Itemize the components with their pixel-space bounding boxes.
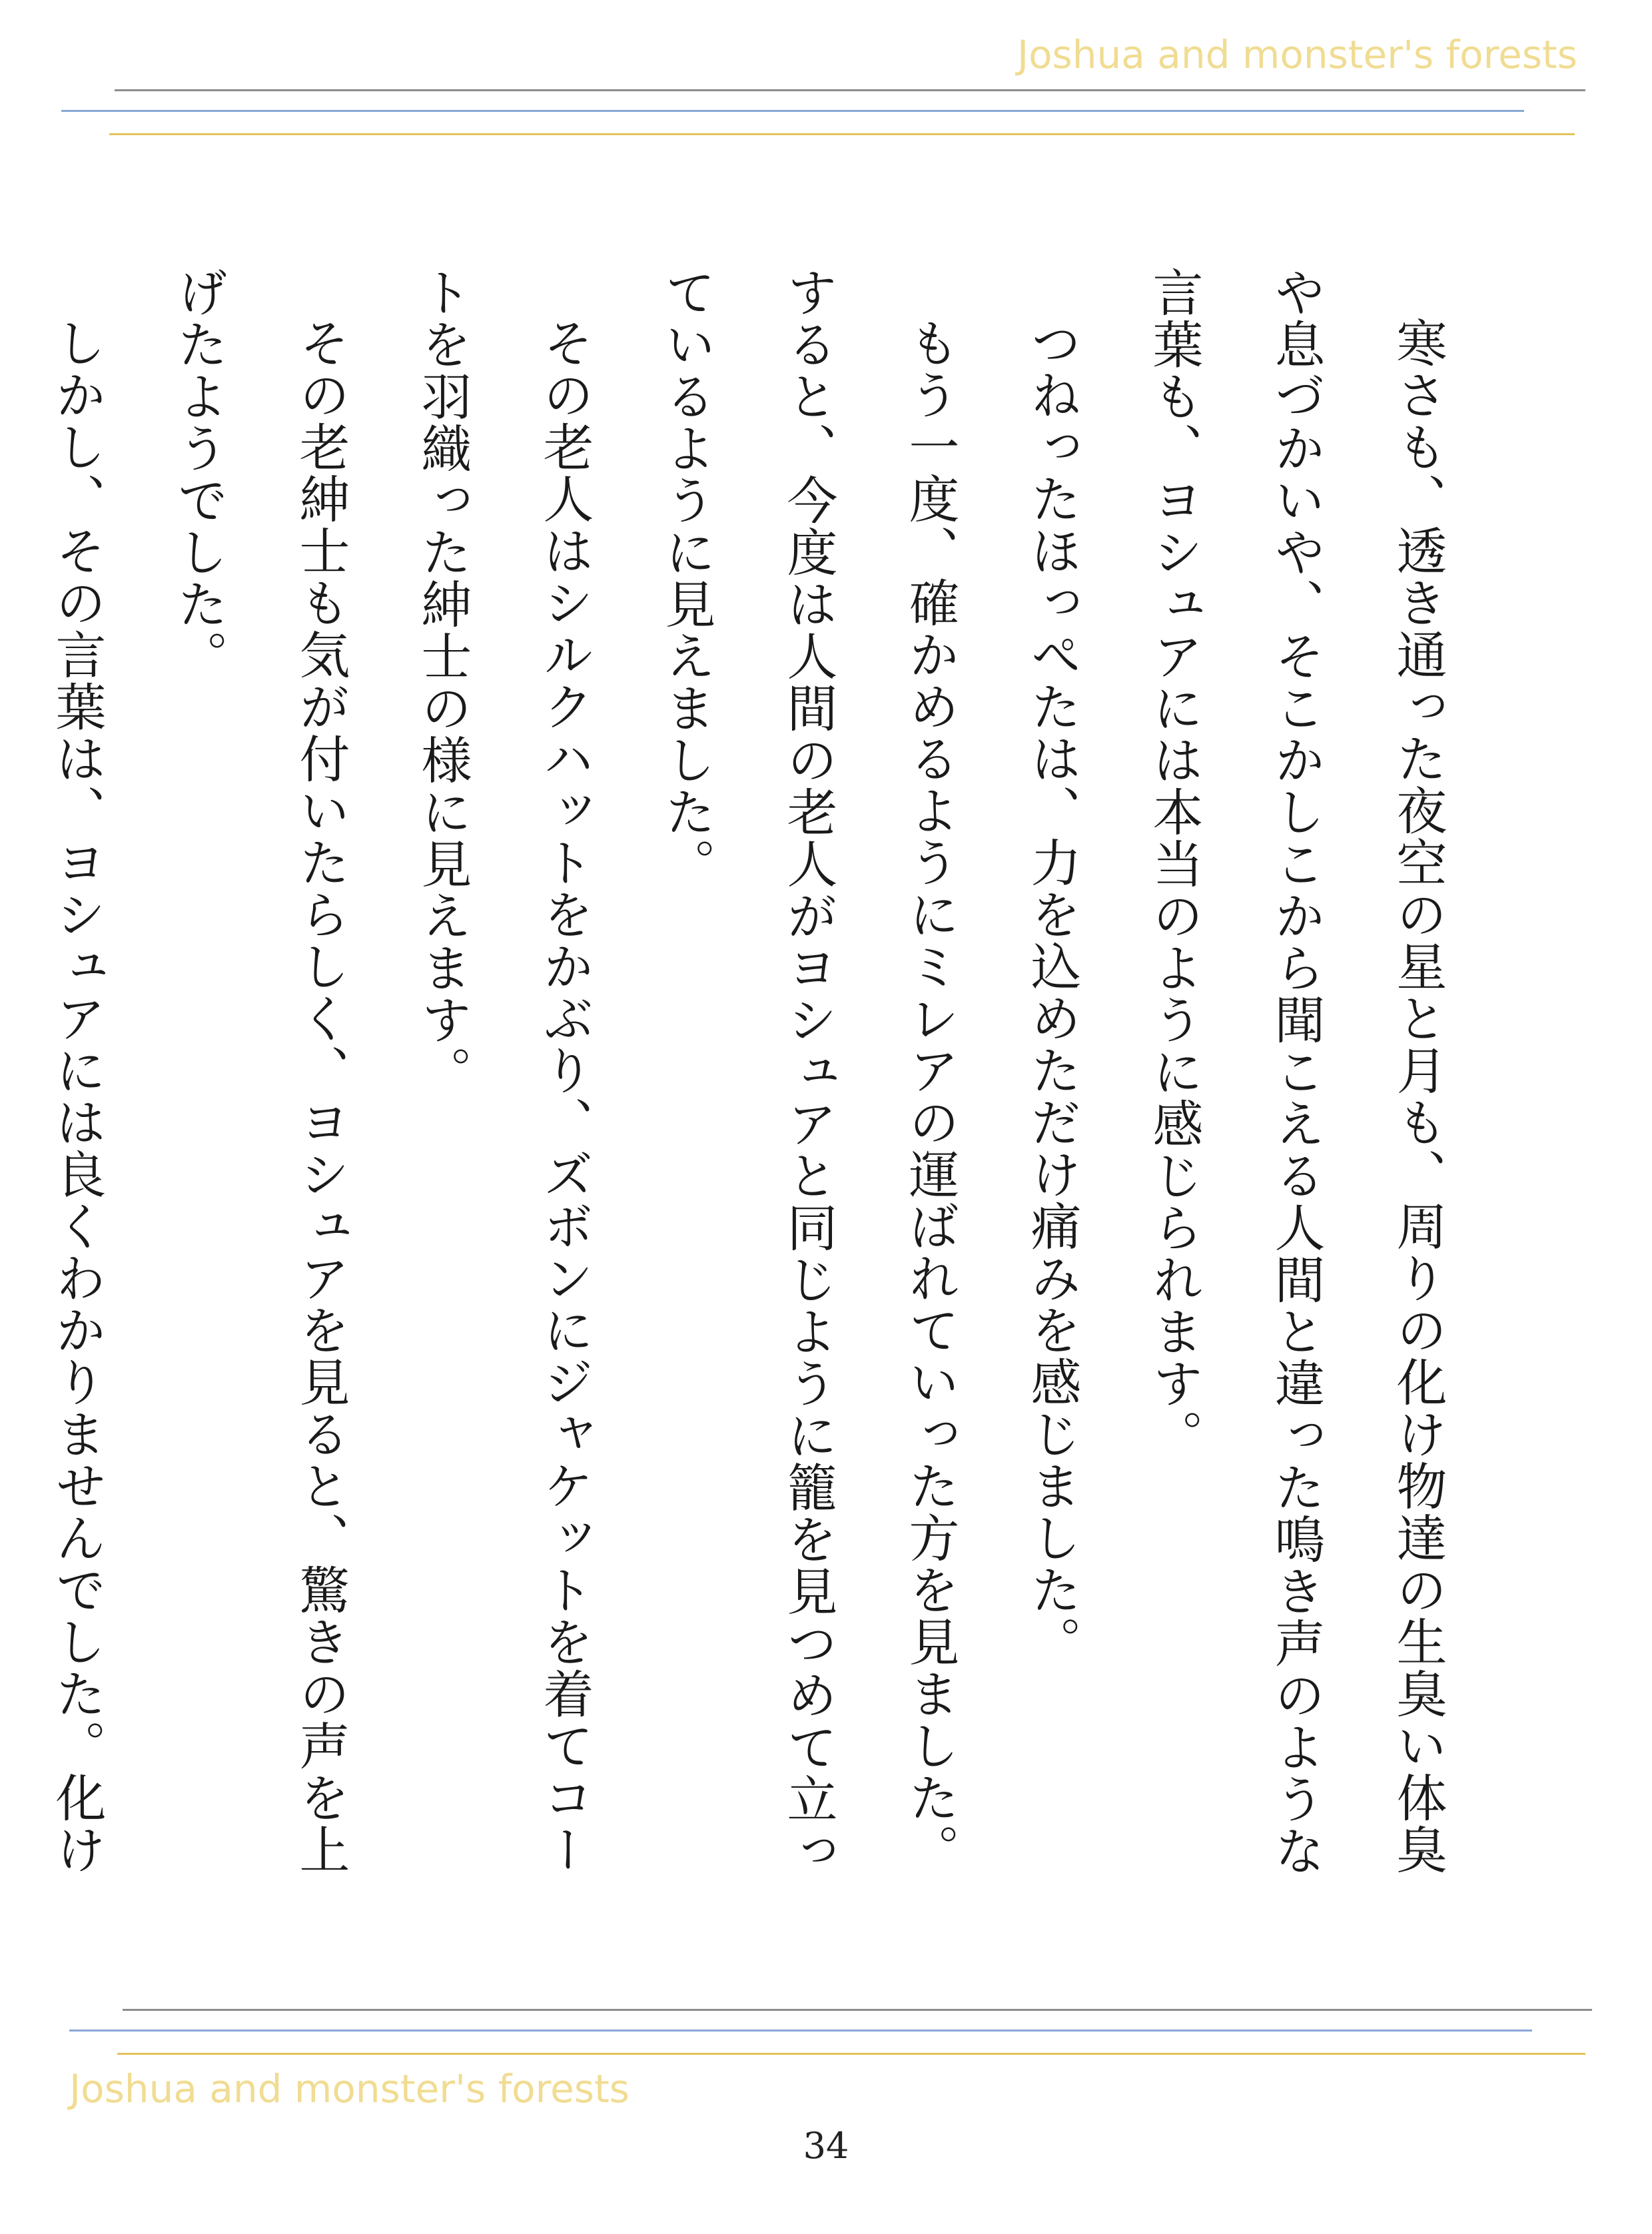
footer-title: Joshua and monster's forests bbox=[69, 2066, 630, 2111]
paragraph: しかし、その言葉は、ヨシュアには良くわかりませんでした。化け bbox=[47, 317, 107, 1876]
paragraph: つねったほっぺたは、力を込めただけ痛みを感じました。 bbox=[1023, 317, 1082, 1668]
footer-rule-gray bbox=[123, 2009, 1592, 2011]
body-text bbox=[47, 266, 1479, 1912]
header-rule-gray bbox=[115, 89, 1585, 91]
paragraph: その老紳士も気が付いたらしく、ヨシュアを見ると、驚きの声を上げたようでした。 bbox=[169, 266, 350, 1876]
paragraph: 寒さも、透き通った夜空の星と月も、周りの化け物達の生臭い体臭や息づかいや、そこかしこから聞こえる人間と違った鳴き声のような言葉も、ヨシュアには本当のように感じられます。 bbox=[1144, 266, 1447, 1877]
header-rule-blue bbox=[61, 110, 1524, 112]
footer-rule-blue bbox=[69, 2030, 1532, 2032]
paragraph: もう一度、確かめるようにミレアの運ばれていった方を見ました。すると、今度は人間の老人がヨシュアと同じように籠を見つめて立っているように見えました。 bbox=[657, 266, 960, 1877]
footer-rule-gold bbox=[117, 2053, 1585, 2055]
header-rule-gold bbox=[109, 133, 1575, 135]
header-title: Joshua and monster's forests bbox=[1017, 32, 1577, 77]
page-number: 34 bbox=[803, 2125, 849, 2167]
paragraph: その老人はシルクハットをかぶり、ズボンにジャケットを着てコートを羽織った紳士の様に見えます。 bbox=[413, 266, 594, 1876]
